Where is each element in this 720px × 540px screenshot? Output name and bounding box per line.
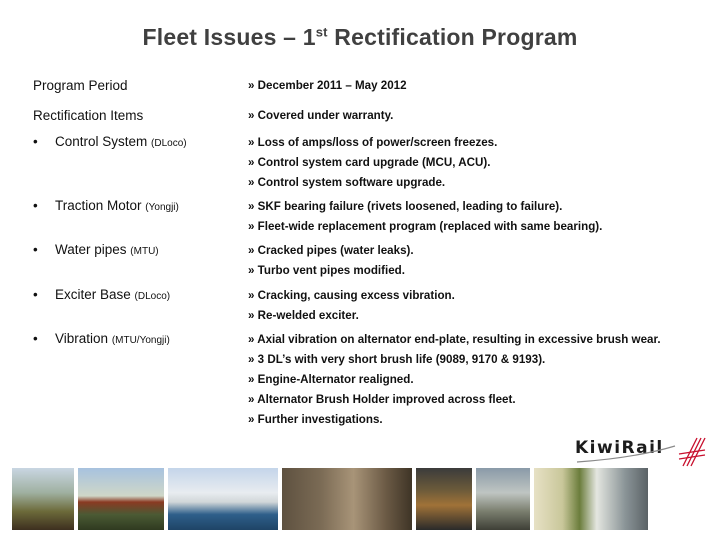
value-line: » Control system software upgrade. [248,176,446,189]
label-text: Exciter Base [55,287,131,302]
photo-strip [12,468,710,530]
row-values [248,133,708,193]
kiwirail-logo [575,432,710,472]
photo-train-coast [78,468,164,530]
value-line: » Turbo vent pipes modified. [248,264,405,277]
label-text: Water pipes [55,242,127,257]
value-line: » Axial vibration on alternator end-plate, resulting in excessive brush wear. [248,333,661,346]
photo-rail-bridge [12,468,74,530]
value-line: » Covered under warranty. [248,109,394,122]
row-label: Rectification Items [33,108,144,123]
value-line: » Cracked pipes (water leaks). [248,244,414,257]
photo-ferry [168,468,278,530]
bullet: • [33,287,38,302]
value-line: » Fleet-wide replacement program (replaced with same bearing). [248,220,603,233]
row-label [33,331,170,346]
value-line: » Control system card upgrade (MCU, ACU). [248,156,491,169]
value-line: » Loss of amps/loss of power/screen freezes. [248,136,498,149]
label-sub: (DLoco) [151,138,187,149]
slide-title: Fleet Issues – 1st Rectification Program [142,24,578,50]
row-label [33,287,170,302]
value-line: » Further investigations. [248,413,383,426]
label-sub: (Yongji) [145,202,179,213]
row-values [248,106,708,126]
row-label: Program Period [33,78,128,93]
photo-welder [416,468,472,530]
label-sub: (MTU) [130,246,159,257]
row-label [33,198,179,213]
photo-commuter-train [534,468,648,530]
label-text: Control System [55,134,148,149]
value-line: » Cracking, causing excess vibration. [248,289,455,302]
bullet: • [33,331,38,346]
value-line: » Re-welded exciter. [248,309,359,322]
row-values [248,241,708,281]
value-line: » Alternator Brush Holder improved across fleet. [248,393,516,406]
bullet: • [33,242,38,257]
bullet: • [33,198,38,213]
value-line: » SKF bearing failure (rivets loosened, leading to failure). [248,200,563,213]
row-label [33,242,159,257]
label-sub: (DLoco) [134,291,171,302]
label-text: Vibration [55,331,109,346]
label-text: Traction Motor [55,198,142,213]
logo-swoosh-icon [575,432,710,472]
row-values [248,330,708,430]
row-label [33,134,187,149]
photo-workshop [476,468,530,530]
photo-rail-track [282,468,412,530]
value-line: » December 2011 – May 2012 [248,79,407,92]
label-sub: (MTU/Yongji) [111,335,170,346]
row-values [248,197,708,237]
logo-wordmark: KiwiRail [575,438,664,458]
value-line: » 3 DL’s with very short brush life (9089, 9170 & 9193). [248,353,546,366]
row-values [248,76,708,96]
bullet: • [33,134,38,149]
row-values [248,286,708,326]
value-line: » Engine-Alternator realigned. [248,373,414,386]
